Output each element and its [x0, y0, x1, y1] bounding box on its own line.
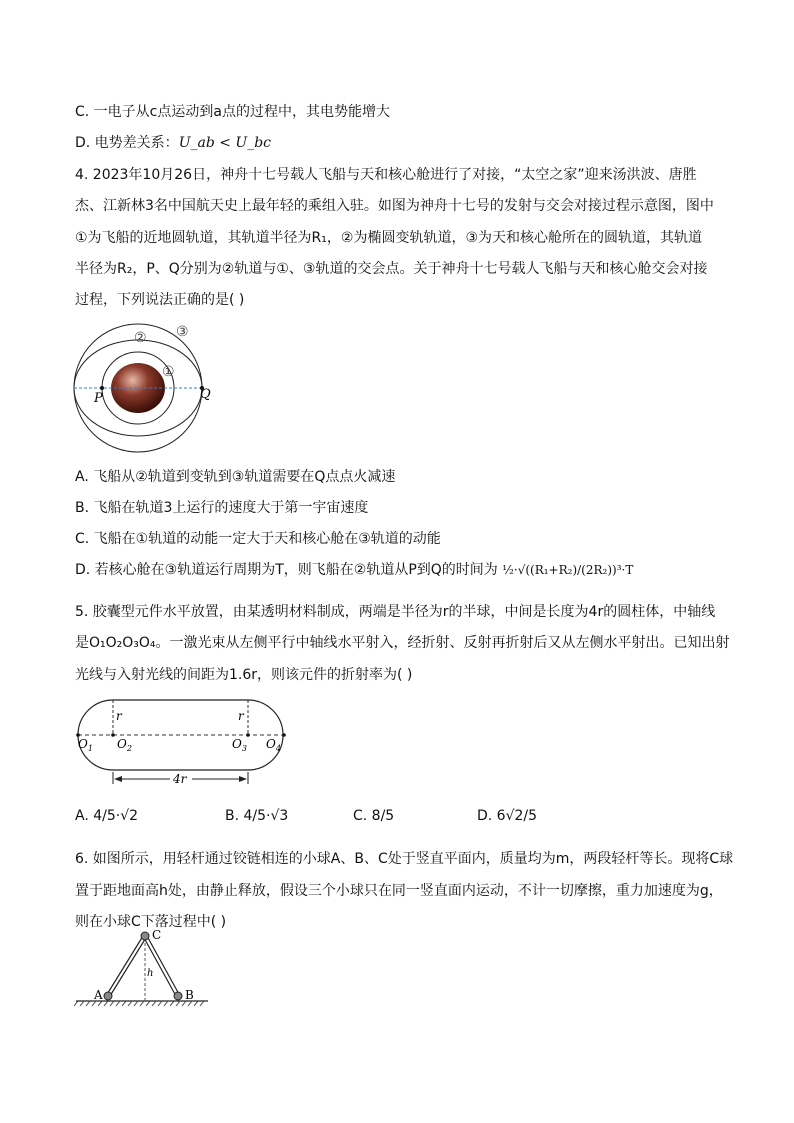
q5-capsule-figure	[70, 696, 300, 790]
q4-option-d	[75, 560, 633, 580]
label-orbit-2: ②	[134, 330, 147, 346]
q3-option-d	[75, 133, 271, 153]
label-orbit-1: ①	[162, 364, 175, 380]
q3-option-d-prefix: D. 电势差关系：	[75, 135, 179, 151]
point-o4	[282, 733, 286, 737]
q6-line-1: 6. 如图所示，用轻杆通过铰链相连的小球A、B、C处于竖直平面内，质量均为m，两段轻杆等长。现将C球	[75, 851, 734, 867]
q4-option-c: C. 飞船在①轨道的动能一定大于天和核心舱在③轨道的动能	[75, 531, 441, 547]
q4-option-a: A. 飞船从②轨道到变轨到③轨道需要在Q点点火减速	[75, 469, 396, 485]
q5-option-d: D. 6√2/5	[477, 808, 538, 824]
label-r-right: r	[238, 709, 244, 723]
q4-option-d-formula: ½·√((R₁+R₂)/(2R₂))³·T	[502, 563, 634, 577]
q4-orbit-figure	[70, 318, 230, 458]
dim-arrow-left	[114, 776, 122, 782]
dim-arrow-right	[239, 776, 247, 782]
label-p: P	[94, 391, 103, 406]
rod-right	[143, 936, 180, 996]
q6-line-2: 置于距地面高h处，由静止释放，假设三个小球只在同一竖直面内运动，不计一切摩擦，重力加速度为g，	[75, 883, 723, 899]
point-o2	[111, 733, 115, 737]
q5-line-3: 光线与入射光线的间距为1.6r，则该元件的折射率为( )	[75, 667, 413, 683]
label-b: B	[185, 988, 194, 1002]
label-a: A	[94, 988, 103, 1002]
label-o4: $O_4$	[266, 737, 281, 753]
label-r-left: r	[116, 709, 122, 723]
q3-option-d-expr: U_ab < U_bc	[178, 135, 272, 151]
q5-options	[75, 806, 715, 830]
label-c: C	[152, 928, 162, 942]
q6-rod-figure	[72, 926, 212, 1010]
q5-line-2: 是O₁O₂O₃O₄。一激光束从左侧平行中轴线水平射入，经折射、反射再折射后又从左侧水平射出。已知出射	[75, 635, 730, 651]
point-p	[100, 386, 104, 390]
q4-line-5: 过程，下列说法正确的是( )	[75, 292, 245, 308]
q4-line-2: 杰、江新林3名中国航天史上最年轻的乘组入驻。如图为神舟十七号的发射与交会对接过程示意图，图中	[75, 198, 714, 214]
q4-option-b: B. 飞船在轨道3上运行的速度大于第一宇宙速度	[75, 500, 369, 516]
point-o3	[246, 733, 250, 737]
q5-option-c: C. 8/5	[353, 808, 395, 824]
label-o3: $O_3$	[232, 737, 247, 753]
ball-c	[141, 932, 149, 940]
label-o2: $O_2$	[117, 737, 132, 753]
q4-line-4: 半径为R₂，P、Q分别为②轨道与①、③轨道的交会点。关于神舟十七号载人飞船与天和核心舱交会对接	[75, 261, 708, 277]
label-q: Q	[200, 387, 211, 402]
ball-b	[174, 992, 182, 1000]
q5-option-b: B. 4/5·√3	[225, 808, 289, 824]
rod-left	[106, 936, 147, 996]
label-h: h	[147, 968, 154, 979]
q4-line-3: ①为飞船的近地圆轨道，其轨道半径为R₁，②为椭圆变轨轨道，③为天和核心舱所在的圆轨道，其轨道	[75, 230, 702, 246]
q5-option-a: A. 4/5·√2	[75, 808, 139, 824]
label-o1: $O_1$	[78, 737, 93, 753]
q3-option-c: C. 一电子从c点运动到a点的过程中，其电势能增大	[75, 104, 390, 120]
label-length: 4r	[173, 772, 187, 786]
ball-a	[104, 992, 112, 1000]
q5-line-1: 5. 胶囊型元件水平放置，由某透明材料制成，两端是半径为r的半球，中间是长度为4r的圆柱体，中轴线	[75, 604, 716, 620]
q4-option-d-text: D. 若核心舱在③轨道运行周期为T，则飞船在②轨道从P到Q的时间为	[75, 562, 498, 578]
q6-line-3: 则在小球C下落过程中( )	[75, 914, 227, 930]
q4-line-1: 4. 2023年10月26日，神舟十七号载人飞船与天和核心舱进行了对接，“太空之家”迎来汤洪波、唐胜	[75, 167, 697, 183]
label-orbit-3: ③	[176, 324, 189, 340]
